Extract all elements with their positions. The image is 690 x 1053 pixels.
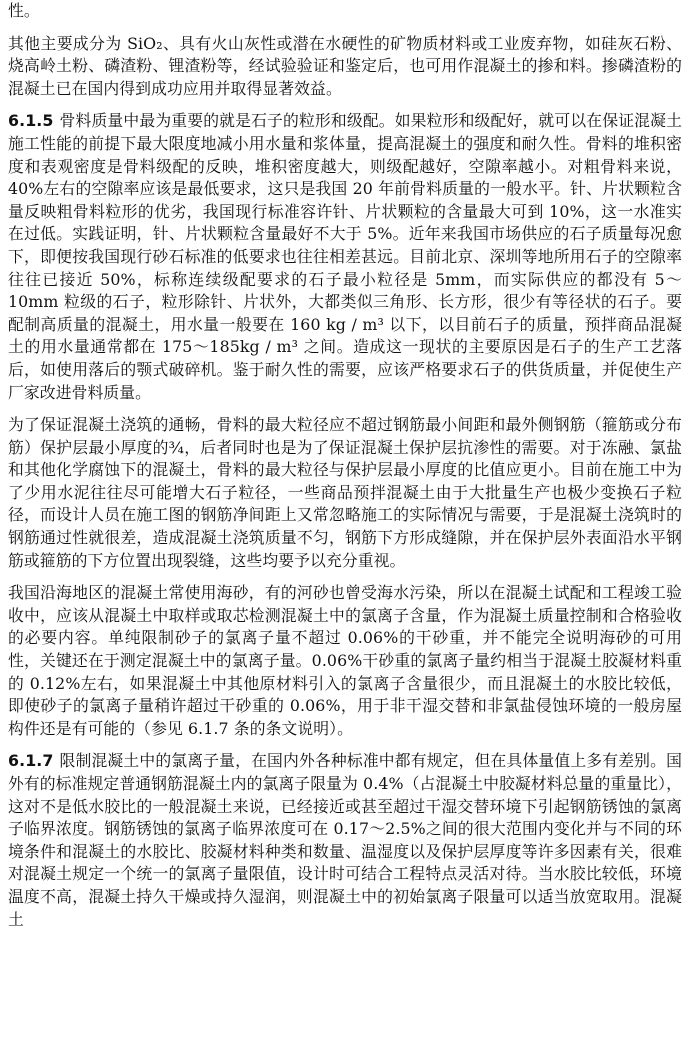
- paragraph-text: 我国沿海地区的混凝土常使用海砂，有的河砂也曾受海水污染，所以在混凝土试配和工程竣工验收中，应该从混凝土中取样或取芯检测混凝土中的氯离子含量，作为混凝土质量控制和合格验收的必要内容。单纯限制砂子的氯离子量不超过 0.06%的干砂重，并不能完全说明海砂的可用性，关键还在于测定混凝土中的氯离子量。0.06%干砂重的氯离子量约相当于混凝土胶凝材料重的 0.12%左右，如果混凝土中其他原材料引入的氯离子含量很少，而且混凝土的水胶比较低，即使砂子的氯离子量稍许超过干砂重的 0.06%，用于非干湿交替和非氯盐侵蚀环境的一般房屋构件还是有可能的（参见 6.1.7 条的条文说明）。: [8, 583, 682, 738]
- clause-6-1-5: [8, 110, 682, 404]
- clause-number: 6.1.7: [8, 751, 54, 771]
- clause-number: 6.1.5: [8, 111, 54, 131]
- paragraph-max-aggregate-size: [8, 414, 682, 572]
- paragraph-text: 其他主要成分为 SiO₂、具有火山灰性或潜在水硬性的矿物质材料或工业废弃物，如硅灰石粉、烧高岭土粉、磷渣粉、锂渣粉等，经试验验证和鉴定后，也可用作混凝土的掺和料。掺磷渣粉的混凝土已在国内得到成功应用并取得显著效益。: [8, 33, 682, 98]
- paragraph-text: 为了保证混凝土浇筑的通畅，骨料的最大粒径应不超过钢筋最小间距和最外侧钢筋（箍筋或分布筋）保护层最小厚度的¾，后者同时也是为了保证混凝土保护层抗渗性的需要。对于冻融、氯盐和其他化学腐蚀下的混凝土，骨料的最大粒径与保护层最小厚度的比值应更小。目前在施工中为了少用水泥往往尽可能增大石子粒径，一些商品预拌混凝土由于大批量生产也极少变换石子粒径，而设计人员在施工图的钢筋净间距上又常忽略施工的实际情况与需要，于是混凝土浇筑时的钢筋通过性就很差，造成混凝土浇筑质量不匀，钢筋下方形成缝隙，并在保护层外表面沿水平钢筋或箍筋的下方位置出现裂缝，这些均要予以充分重视。: [8, 415, 682, 570]
- paragraph-continuation: [8, 0, 682, 23]
- paragraph-sea-sand: [8, 582, 682, 740]
- paragraph-text: 如果粒形和级配好，就可以在保证混凝土施工性能的前提下最大限度地减小用水量和浆体量，提高混凝土的强度和耐久性。骨料的堆积密度和表观密度是骨料级配的反映，堆积密度越大，则级配越好，空隙率越小。对粗骨料来说，40%左右的空隙率应该是最低要求，这只是我国 20 年前骨料质量的一般水平。针、片状颗粒含量反映粗骨料粒形的优劣，我国现行标准容许针、片状颗粒的含量最大可到 10%，这一水准实在过低。实践证明，针、片状颗粒含量最好不大于 5%。近年来我国市场供应的石子质量每况愈下，即便按我国现行砂石标准的低要求也往往相差甚远。目前北京、深圳等地所用石子的空隙率往往已接近 50%，标称连续级配要求的石子最小粒径是 5mm，而实际供应的都没有 5～10mm 粒级的石子，粒形除针、片状外，大都类似三角形、长方形，很少有等径状的石子。要配制高质量的混凝土，用水量一般要在 160 kg / m³ 以下，以目前石子的质量，预拌商品混凝土的用水量通常都在 175～185kg / m³ 之间。造成这一现状的主要原因是石子的生产工艺落后，如使用落后的颚式破碎机。鉴于耐久性的需要，应该严格要求石子的供货质量，并促使生产厂家改进骨料质量。: [8, 111, 682, 402]
- clause-6-1-7: [8, 750, 682, 931]
- document-page: [8, 0, 682, 931]
- clause-lead-text: 骨料质量中最为重要的就是石子的粒形和级配。: [59, 111, 395, 131]
- paragraph-text: 性。: [8, 1, 40, 20]
- paragraph-admixtures: [8, 33, 682, 101]
- paragraph-text: 限制混凝土中的氯离子量，在国内外各种标准中都有规定，但在具体量值上多有差别。国外有的标准规定普通钢筋混凝土内的氯离子限量为 0.4%（占混凝土中胶凝材料总量的重量比），这对不是低水胶比的一般混凝土来说，已经接近或甚至超过干湿交替环境下引起钢筋锈蚀的氯离子临界浓度。钢筋锈蚀的氯离子临界浓度可在 0.17～2.5%之间的很大范围内变化并与不同的环境条件和混凝土的水胶比、胶凝材料种类和数量、温湿度以及保护层厚度等许多因素有关，很难对混凝土规定一个统一的氯离子量限值，设计时可结合工程特点灵活对待。当水胶比较低，环境温度不高，混凝土持久干燥或持久湿润，则混凝土中的初始氯离子限量可以适当放宽取用。混凝土: [8, 751, 682, 929]
